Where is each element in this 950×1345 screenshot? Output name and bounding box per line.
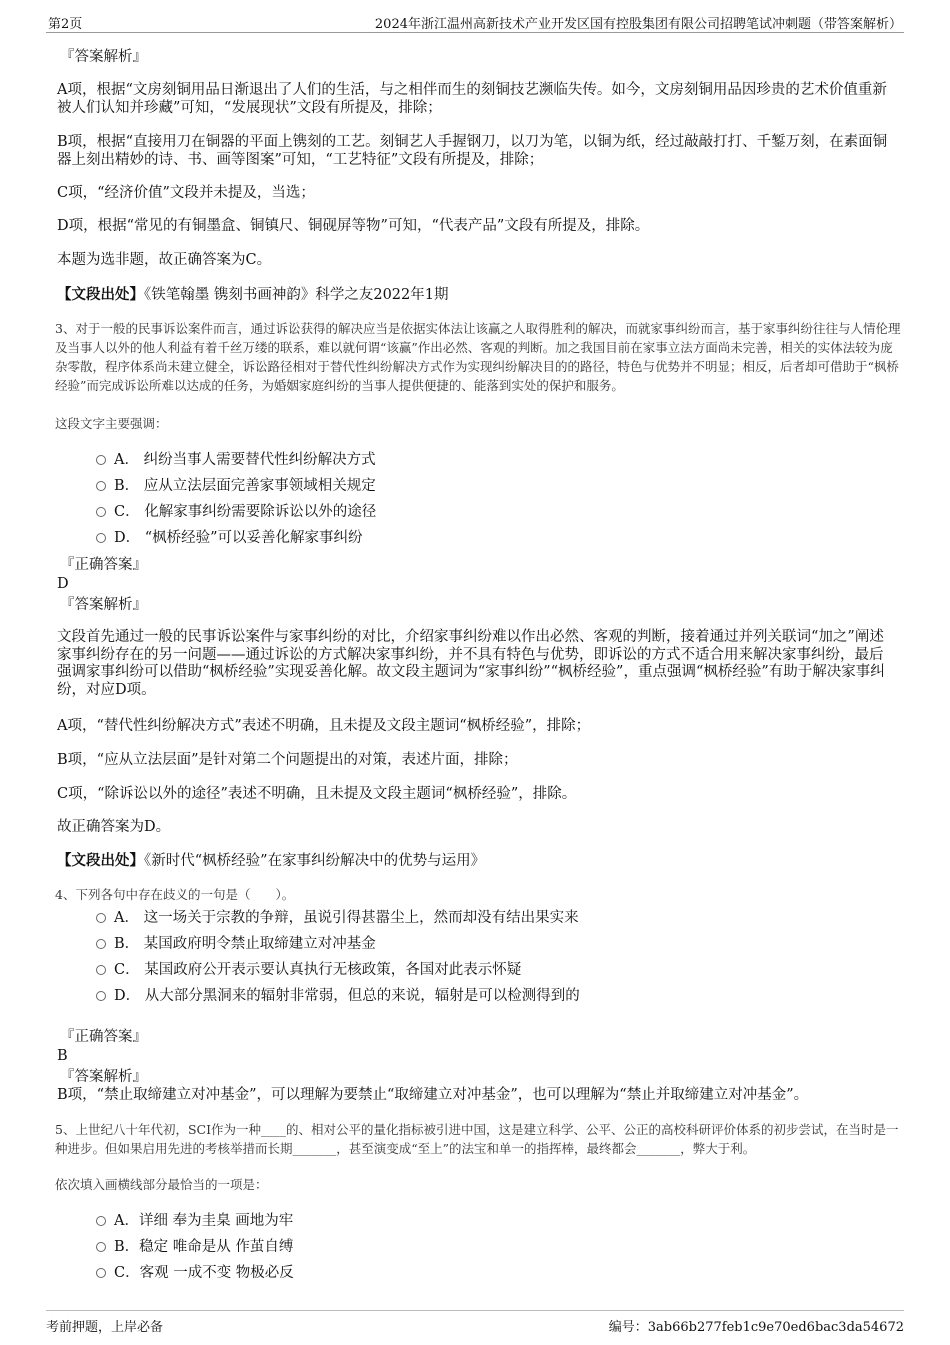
q2-analysis-line-a: A项，根据“文房刻铜用品日渐退出了人们的生活，与之相伴而生的刻铜技艺濒临失传。如今，文房刻铜用品因珍贵的艺术价值重新被人们认知并珍藏”可知，“发展现状”文段有所提及，排除； xyxy=(57,82,887,116)
q4-option-d[interactable]: D． 从大部分黑洞来的辐射非常弱，但总的来说，辐射是可以检测得到的 xyxy=(96,987,580,1005)
radio-icon[interactable] xyxy=(96,507,106,517)
q3-answer: D xyxy=(57,576,69,592)
q4-option-b[interactable]: B． 某国政府明令禁止取缔建立对冲基金 xyxy=(96,935,376,953)
q3-analysis-line-b: B项，“应从立法层面”是针对第二个问题提出的对策，表述片面，排除； xyxy=(57,752,518,768)
q3-source-label: 【文段出处】 xyxy=(57,852,144,869)
radio-icon[interactable] xyxy=(96,965,106,975)
q2-analysis-line-c: C项，“经济价值”文段并未提及，当选； xyxy=(57,185,315,201)
q3-analysis-label: 『答案解析』 xyxy=(60,597,147,613)
q4-analysis: B项，“禁止取缔建立对冲基金”，可以理解为要禁止“取缔建立对冲基金”，也可以理解为“禁止并取缔建立对冲基金”。 xyxy=(57,1087,809,1103)
q4-analysis-label: 『答案解析』 xyxy=(60,1069,147,1085)
q2-source-text: 《铁笔翰墨 镌刻书画神韵》科学之友2022年1期 xyxy=(144,287,449,303)
footer-slogan: 考前押题，上岸必备 xyxy=(46,1320,164,1335)
q2-source-label: 【文段出处】 xyxy=(57,286,144,303)
q3-analysis: 文段首先通过一般的民事诉讼案件与家事纠纷的对比，介绍家事纠纷难以作出必然、客观的判断，接着通过并列关联词“加之”阐述家事纠纷存在的另一问题——通过诉讼的方式解决家事纠纷，并不具有特色与优势，即诉讼的方式不适合用来解决家事纠纷，最后强调家事纠纷可以借助“枫桥经验”实现妥善化解。故文段主题词为“家事纠纷”“枫桥经验”，重点强调“枫桥经验”有助于解决家事纠纷，对应D项。 xyxy=(57,629,885,698)
q4-answer-label: 『正确答案』 xyxy=(60,1029,147,1045)
q4-stem: 4、下列各句中存在歧义的一句是（ ）。 xyxy=(55,887,295,902)
page-header xyxy=(46,10,904,33)
q3-stem: 3、对于一般的民事诉讼案件而言，通过诉讼获得的解决应当是依据实体法让该赢之人取得胜利的解决，而就家事纠纷而言，基于家事纠纷往往与人情伦理及当事人以外的他人利益有着千丝万缕的联系，难以就何谓“该赢”作出必然、客观的判断。加之我国目前在家事立法方面尚未完善，相关的实体法较为庞杂零散，程序体系尚未建立健全，诉讼路径相对于替代性纠纷解决方式作为实现纠纷解决目的的路径，特色与优势并不明显；相反，后者却可借助于“枫桥经验”而完成诉讼所难以达成的任务，为婚姻家庭纠纷的当事人提供便捷的、能落到实处的保护和服务。 xyxy=(55,321,901,393)
q5-option-c[interactable]: C．客观 一成不变 物极必反 xyxy=(96,1264,294,1282)
q3-source xyxy=(57,852,485,870)
page-number: 第2页 xyxy=(48,17,83,32)
q3-analysis-line-c: C项，“除诉讼以外的途径”表述不明确，且未提及文段主题词“枫桥经验”，排除。 xyxy=(57,786,577,802)
radio-icon[interactable] xyxy=(96,939,106,949)
radio-icon[interactable] xyxy=(96,481,106,491)
q5-option-a[interactable]: A．详细 奉为圭臬 画地为牢 xyxy=(96,1212,293,1230)
radio-icon[interactable] xyxy=(96,991,106,1001)
q2-analysis-line-b: B项，根据“直接用刀在铜器的平面上镌刻的工艺。刻铜艺人手握钢刀，以刀为笔，以铜为纸，经过敲敲打打、千錾万刻，在素面铜器上刻出精妙的诗、书、画等图案”可知，“工艺特征”文段有所提及，排除； xyxy=(57,134,888,168)
radio-icon[interactable] xyxy=(96,1268,106,1278)
q4-option-c[interactable]: C． 某国政府公开表示要认真执行无核政策，各国对此表示怀疑 xyxy=(96,961,521,979)
q3-option-d[interactable]: D． “枫桥经验”可以妥善化解家事纠纷 xyxy=(96,529,363,547)
q5-prompt: 依次填入画横线部分最恰当的一项是： xyxy=(55,1177,268,1192)
q4-answer: B xyxy=(57,1048,68,1064)
document-title: 2024年浙江温州高新技术产业开发区国有控股集团有限公司招聘笔试冲刺题（带答案解析） xyxy=(374,17,902,32)
q3-answer-statement: 故正确答案为D。 xyxy=(57,819,171,835)
q3-source-text: 《新时代“枫桥经验”在家事纠纷解决中的优势与运用》 xyxy=(144,853,486,869)
q3-prompt: 这段文字主要强调： xyxy=(55,416,168,431)
q3-analysis-line-a: A项，“替代性纠纷解决方式”表述不明确，且未提及文段主题词“枫桥经验”，排除； xyxy=(57,718,591,734)
page-footer xyxy=(46,1310,904,1335)
radio-icon[interactable] xyxy=(96,533,106,543)
q3-option-a[interactable]: A． 纠纷当事人需要替代性纠纷解决方式 xyxy=(96,451,376,469)
radio-icon[interactable] xyxy=(96,913,106,923)
q5-option-b[interactable]: B．稳定 唯命是从 作茧自缚 xyxy=(96,1238,293,1256)
document-id: 编号：3ab66b277feb1c9e70ed6bac3da54672 xyxy=(608,1320,904,1335)
q5-stem: 5、上世纪八十年代初，SCI作为一种____的、相对公平的量化指标被引进中国，这是建立科学、公平、公正的高校科研评价体系的初步尝试，在当时是一种进步。但如果启用先进的考核举措而长期_______，甚至演变成“至上”的法宝和单一的指挥棒，最终都会_______，弊大于利。 xyxy=(55,1122,899,1156)
q3-answer-label: 『正确答案』 xyxy=(60,557,147,573)
radio-icon[interactable] xyxy=(96,1216,106,1226)
q2-answer-statement: 本题为选非题，故正确答案为C。 xyxy=(57,252,272,268)
q3-option-c[interactable]: C． 化解家事纠纷需要除诉讼以外的途径 xyxy=(96,503,376,521)
q4-option-a[interactable]: A． 这一场关于宗教的争辩，虽说引得甚嚣尘上，然而却没有结出果实来 xyxy=(96,909,579,927)
q3-option-b[interactable]: B． 应从立法层面完善家事领域相关规定 xyxy=(96,477,376,495)
q2-analysis-label: 『答案解析』 xyxy=(60,49,147,65)
q2-analysis-line-d: D项，根据“常见的有铜墨盒、铜镇尺、铜砚屏等物”可知，“代表产品”文段有所提及，排除。 xyxy=(57,218,650,234)
radio-icon[interactable] xyxy=(96,1242,106,1252)
radio-icon[interactable] xyxy=(96,455,106,465)
q2-source xyxy=(57,286,448,304)
